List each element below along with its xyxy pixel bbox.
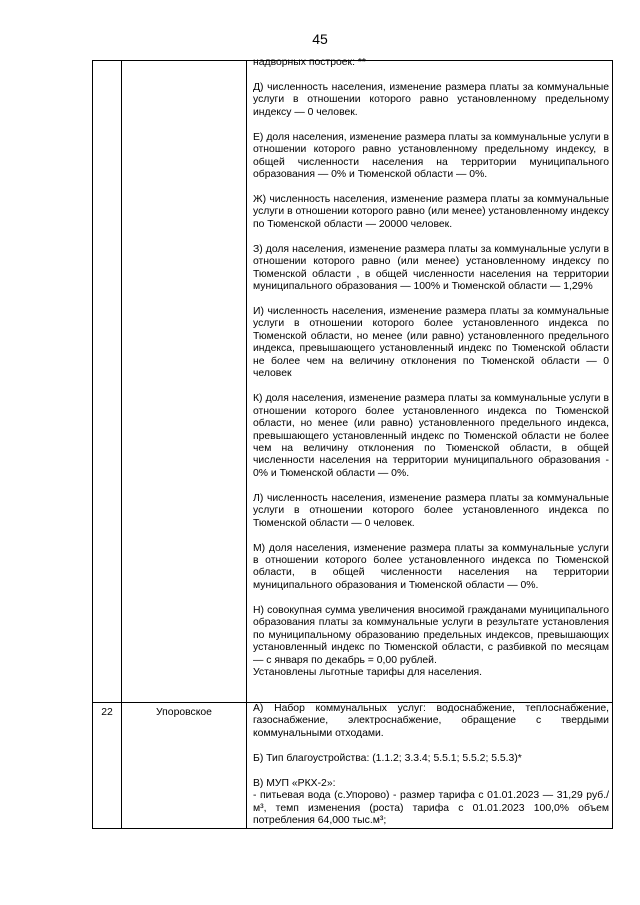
paragraph: Н) совокупная сумма увеличения вносимой гражданами муниципального образования платы за коммунальные услуги в результате установления по муниципальному образованию предельных индексов, превышающих установленный индекс по Тюменской области, с разбивкой по месяцам — с января по декабрь = 0,00 рублей.	[253, 604, 609, 666]
paragraph: - питьевая вода (с.Упорово) - размер тарифа с 01.01.2023 — 31,29 руб./м³, темп изменения (роста) тарифа с 01.01.2023 100,0% объем потребления 64,000 тыс.м³;	[253, 790, 609, 827]
paragraph: Б) Тип благоустройства: (1.1.2; 3.3.4; 5.5.1; 5.5.2; 5.5.3)*	[253, 752, 522, 764]
paragraph: Установлены льготные тарифы для населения.	[253, 667, 483, 679]
table-row	[93, 703, 613, 829]
table-row	[93, 61, 613, 703]
paragraph: надворных построек: **	[253, 57, 366, 68]
municipality-name: Упоровское	[156, 707, 212, 718]
paragraph: К) доля населения, изменение размера платы за коммунальные услуги в отношении которого более установленного индекса по Тюменской области, но менее (или равно) установленного предельного индекса, превышающего установленный индекс по Тюменской области не более чем на величину отклонения по Тюменской области, в общей численности населения на территории муниципального образования - 0% и Тюменской области — 0%.	[253, 393, 609, 479]
row-number: 22	[101, 707, 113, 718]
paragraph: Д) численность населения, изменение размера платы за коммунальные услуги в отношении которого равно установленному предельному индексу — 0 человек.	[253, 81, 609, 118]
paragraph: В) МУП «РКХ-2»:	[253, 777, 336, 789]
municipality-cell	[122, 703, 247, 829]
row-number-cell	[93, 703, 122, 829]
description-cell	[247, 703, 613, 829]
page-number: 45	[312, 31, 328, 47]
paragraph: Л) численность населения, изменение размера платы за коммунальные услуги в отношении которого более установленного индекса по Тюменской области — 0 человек.	[253, 492, 609, 529]
paragraph: А) Набор коммунальных услуг: водоснабжение, теплоснабжение, газоснабжение, электроснабжение, обращение с твердыми коммунальными отходами.	[253, 703, 609, 739]
paragraph: Ж) численность населения, изменение размера платы за коммунальные услуги в отношении которого равно (или менее) установленному индексу по Тюменской области — 20000 человек.	[253, 193, 609, 230]
paragraph: Е) доля населения, изменение размера платы за коммунальные услуги в отношении которого равно установленному предельному индексу, в общей численности населения на территории муниципального образования — 0% и Тюменской области — 0%.	[253, 131, 609, 181]
paragraph: З) доля населения, изменение размера платы за коммунальные услуги в отношении которого равно (или менее) установленному индексу по Тюменской области , в общей численности населения на территории муниципального образования — 100% и Тюменской области — 1,29%	[253, 243, 609, 293]
paragraph: М) доля населения, изменение размера платы за коммунальные услуги в отношении которого более установленного индекса по Тюменской области, в общей численности населения на территории муниципального образования и Тюменской области — 0%.	[253, 542, 609, 591]
tariff-table	[92, 57, 613, 829]
paragraph: И) численность населения, изменение размера платы за коммунальные услуги в отношении которого более установленного индекса по Тюменской области, но менее (или равно) установленного предельного индекса, превышающего установленный индекс по Тюменской области не более чем на величину отклонения по Тюменской области — 0 человек	[253, 305, 609, 380]
description-cell	[247, 57, 613, 703]
row-number-cell	[93, 61, 122, 703]
municipality-cell	[122, 61, 247, 703]
